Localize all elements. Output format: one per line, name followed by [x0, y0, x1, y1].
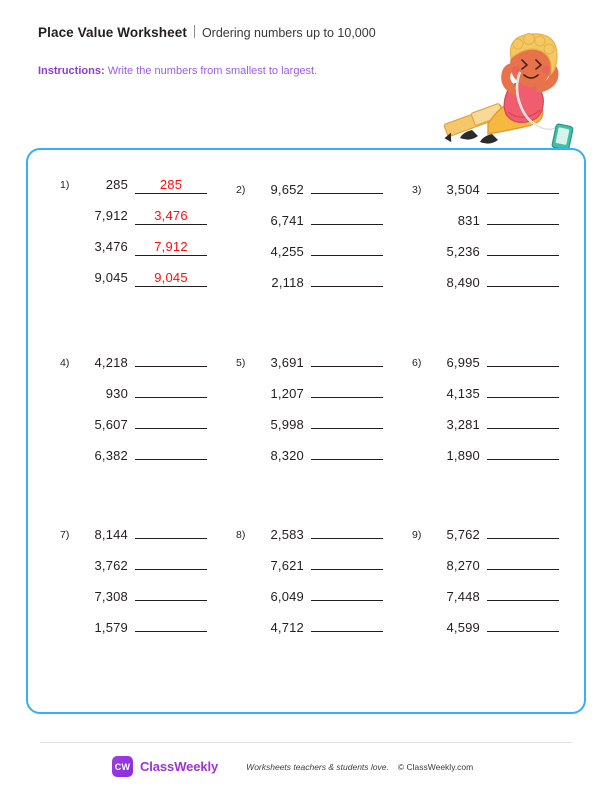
classweekly-logo-icon: CW — [112, 756, 133, 777]
problem-row — [412, 207, 559, 238]
answer-blank[interactable]: 9,045 — [135, 269, 207, 287]
problem-value: 4,218 — [94, 354, 128, 370]
problem-value: 831 — [457, 213, 480, 228]
answer-blank[interactable] — [135, 583, 207, 601]
problem-row — [60, 176, 207, 207]
problem-value: 7,448 — [446, 589, 480, 605]
answer-blank[interactable] — [487, 349, 559, 367]
answer-blank[interactable]: 285 — [135, 176, 207, 194]
problem-number: 2) — [236, 184, 246, 196]
page-title — [38, 24, 458, 40]
answer-blank[interactable] — [311, 583, 383, 601]
problem-value: 8,270 — [446, 558, 480, 574]
problem-row — [60, 521, 207, 552]
answer-blank[interactable] — [311, 614, 383, 632]
problem-row — [236, 583, 383, 614]
answer-blank[interactable] — [135, 521, 207, 539]
problem-row — [60, 411, 207, 442]
answer-blank[interactable] — [135, 614, 207, 632]
problem-value: 7,308 — [94, 589, 128, 605]
problem-number: 4) — [60, 356, 70, 369]
problem-row — [60, 442, 207, 473]
answer-blank[interactable] — [311, 521, 383, 539]
problem-row — [236, 269, 383, 300]
problem-value: 3,762 — [94, 558, 128, 574]
phone-shape — [552, 124, 574, 151]
answer-blank[interactable] — [487, 238, 559, 256]
footer-divider — [40, 742, 572, 743]
problem-value: 6,741 — [270, 213, 304, 228]
worksheet-header — [38, 24, 458, 77]
problem-value: 6,382 — [94, 447, 128, 463]
problem-row — [60, 349, 207, 380]
answer-blank[interactable] — [487, 583, 559, 601]
answer-blank[interactable] — [311, 207, 383, 225]
answer-blank[interactable]: 3,476 — [135, 207, 207, 225]
problem-7 — [42, 521, 218, 694]
problem-row — [412, 349, 559, 380]
student-listening-to-music-illustration — [436, 28, 586, 156]
answer-blank[interactable] — [487, 380, 559, 398]
answer-blank[interactable] — [311, 442, 383, 460]
problem-row — [236, 349, 383, 380]
problem-6 — [394, 349, 570, 522]
problem-value: 9,045 — [94, 270, 128, 285]
problem-value: 285 — [105, 177, 128, 192]
problem-row — [412, 442, 559, 473]
problem-9 — [394, 521, 570, 694]
problem-row — [236, 442, 383, 473]
problem-value: 4,135 — [446, 385, 480, 401]
problem-row — [412, 583, 559, 614]
problem-value: 2,583 — [270, 527, 304, 543]
answer-blank[interactable] — [311, 349, 383, 367]
problem-4 — [42, 349, 218, 522]
problem-row — [60, 583, 207, 614]
problem-row — [236, 614, 383, 645]
answer-blank[interactable] — [487, 521, 559, 539]
answer-blank[interactable] — [487, 442, 559, 460]
problem-grid — [28, 150, 584, 712]
footer-copyright: © ClassWeekly.com — [397, 761, 474, 772]
problem-value: 2,118 — [271, 275, 304, 290]
problem-value: 4,255 — [270, 244, 304, 259]
problem-row — [412, 521, 559, 552]
problem-value: 3,504 — [446, 182, 480, 197]
problem-row — [60, 552, 207, 583]
answer-blank[interactable] — [487, 207, 559, 225]
problem-3 — [394, 176, 570, 349]
problem-value: 3,476 — [94, 239, 128, 254]
problem-value: 5,607 — [94, 416, 128, 432]
problem-value: 5,762 — [446, 527, 480, 543]
problem-number: 6) — [412, 356, 422, 369]
problem-row — [236, 380, 383, 411]
problem-row — [412, 552, 559, 583]
answer-blank[interactable] — [487, 176, 559, 194]
problem-value: 4,599 — [446, 620, 480, 636]
answer-blank[interactable] — [487, 269, 559, 287]
problem-value: 6,049 — [270, 589, 304, 605]
problem-value: 8,320 — [270, 447, 304, 463]
problem-row — [60, 269, 207, 300]
problem-value: 4,712 — [270, 620, 304, 636]
problem-row — [412, 238, 559, 269]
problem-value: 5,998 — [270, 416, 304, 432]
problem-value: 1,207 — [270, 385, 304, 401]
problem-row — [236, 521, 383, 552]
problem-row — [60, 207, 207, 238]
problem-value: 9,652 — [270, 182, 304, 197]
answer-blank[interactable] — [135, 552, 207, 570]
problem-row — [412, 380, 559, 411]
problem-value: 1,579 — [94, 620, 128, 636]
worksheet-problem-card — [26, 148, 586, 714]
brand-name: ClassWeekly — [140, 759, 219, 774]
problem-value: 5,236 — [446, 244, 480, 259]
answer-blank[interactable] — [135, 349, 207, 367]
footer — [112, 756, 473, 777]
problem-number: 9) — [412, 529, 422, 542]
answer-blank[interactable] — [487, 552, 559, 570]
problem-number: 3) — [412, 184, 422, 196]
problem-value: 1,890 — [446, 447, 480, 463]
problem-row — [412, 614, 559, 645]
footer-tagline: Worksheets teachers & students love. — [246, 761, 389, 772]
answer-blank[interactable] — [311, 238, 383, 256]
problem-value: 930 — [105, 385, 128, 401]
problem-value: 3,691 — [270, 354, 304, 370]
answer-blank[interactable] — [311, 552, 383, 570]
answer-blank[interactable] — [135, 380, 207, 398]
problem-value: 8,144 — [94, 527, 128, 543]
instructions-text: Write the numbers from smallest to largest. — [107, 65, 318, 77]
pencil-shape — [443, 103, 504, 144]
page-title-subtitle: Ordering numbers up to 10,000 — [201, 26, 376, 40]
problem-value: 7,621 — [270, 558, 304, 574]
problem-row — [236, 238, 383, 269]
problem-value: 7,912 — [94, 208, 128, 223]
problem-number: 8) — [236, 529, 246, 542]
problem-row — [60, 614, 207, 645]
problem-row — [412, 269, 559, 300]
problem-row — [236, 176, 383, 207]
answer-blank[interactable] — [311, 380, 383, 398]
problem-1 — [42, 176, 218, 349]
instructions — [38, 65, 458, 77]
problem-value: 6,995 — [446, 354, 480, 370]
problem-row — [236, 411, 383, 442]
problem-row — [412, 411, 559, 442]
answer-blank[interactable] — [135, 411, 207, 429]
problem-row — [236, 552, 383, 583]
answer-blank[interactable] — [487, 411, 559, 429]
problem-number: 7) — [60, 529, 70, 542]
problem-2 — [218, 176, 394, 349]
problem-value: 3,281 — [446, 416, 480, 432]
title-separator — [194, 25, 195, 38]
problem-8 — [218, 521, 394, 694]
answer-blank[interactable]: 7,912 — [135, 238, 207, 256]
problem-value: 8,490 — [446, 275, 480, 290]
page-title-main: Place Value Worksheet — [38, 25, 187, 40]
problem-number: 1) — [60, 179, 70, 191]
problem-row — [236, 207, 383, 238]
answer-blank[interactable] — [135, 442, 207, 460]
problem-row — [60, 380, 207, 411]
answer-blank[interactable] — [487, 614, 559, 632]
answer-blank[interactable] — [311, 269, 383, 287]
instructions-label: Instructions: — [38, 65, 105, 77]
problem-row — [412, 176, 559, 207]
answer-blank[interactable] — [311, 176, 383, 194]
problem-number: 5) — [236, 356, 246, 369]
problem-5 — [218, 349, 394, 522]
problem-row — [60, 238, 207, 269]
answer-blank[interactable] — [311, 411, 383, 429]
